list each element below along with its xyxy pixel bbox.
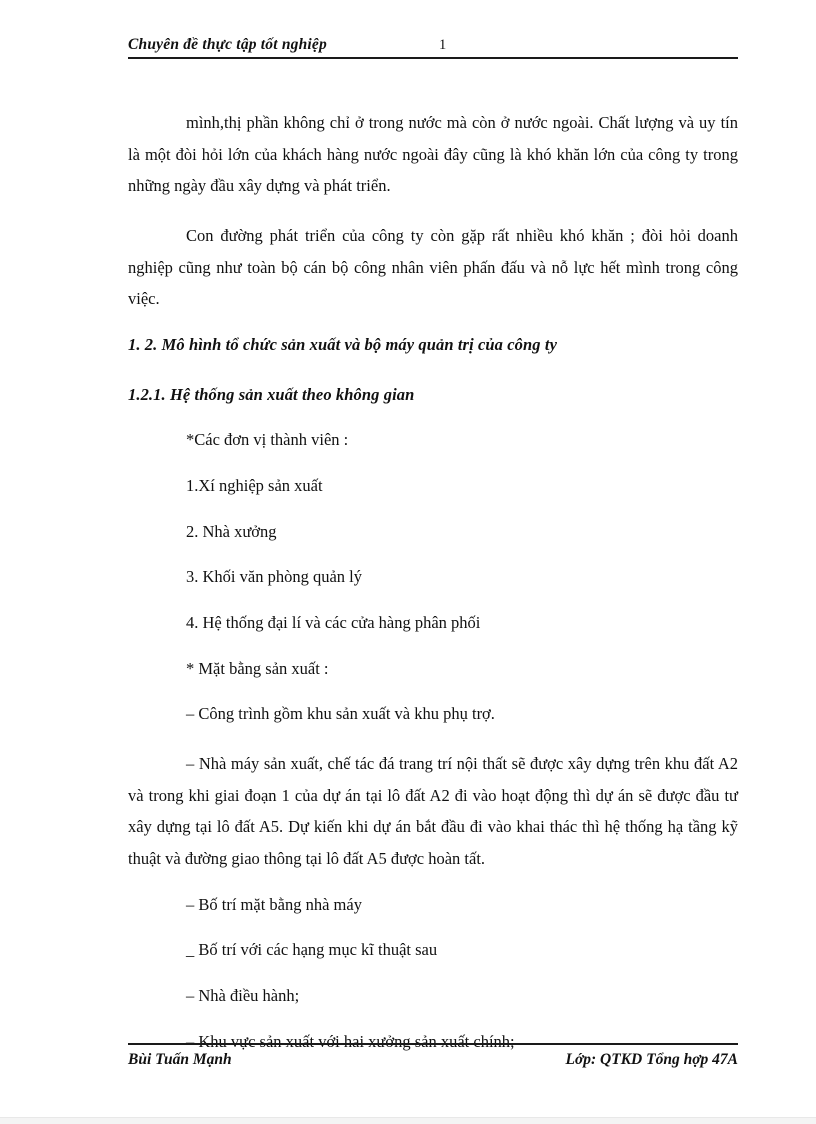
paragraph-2-block [128,220,738,315]
section-heading-2: 1.2.1. Hệ thống sản xuất theo không gian [128,384,415,404]
list-item-7: _ Bố trí với các hạng mục kĩ thuật sau [186,940,438,960]
footer-author: Bùi Tuấn Mạnh [128,1051,232,1068]
page-header [128,36,738,54]
header-divider [128,57,738,59]
paragraph-1: mình,thị phần không chỉ ở trong nước mà còn ở nước ngoài. Chất lượng và uy tín là một đòi hỏi lớn của khách hàng nước ngoài đây cũng là khó khăn lớn của công ty trong những ngày đầu xây dựng và phát triển. [128,113,738,196]
footer-class: Lớp: QTKD Tổng hợp 47A [565,1051,738,1068]
list-item-4: 4. Hệ thống đại lí và các cửa hàng phân phối [186,613,481,633]
list-item-6: – Bố trí mặt bằng nhà máy [186,894,362,914]
paragraph-3-block [128,748,738,875]
paragraph-3: – Nhà máy sản xuất, chế tác đá trang trí nội thất sẽ được xây dựng trên khu đất A2 và trong khi giai đoạn 1 của dự án tại lô đất A2 đi vào hoạt động thì dự án sẽ được đầu tư xây dựng tại lô đất A5. Dự kiến khi dự án bắt đầu đi vào khai thác thì hệ thống hạ tầng kỹ thuật và đường giao thông tại lô đất A5 được hoàn tất. [128,754,738,869]
page-content [128,36,738,1057]
list-item-9: – Khu vực sản xuất với hai xưởng sản xuất chính; [186,1031,515,1051]
list-item-members-title: *Các đơn vị thành viên : [186,430,349,450]
list-item-2: 2. Nhà xưởng [186,521,277,541]
section-heading-1: 1. 2. Mô hình tổ chức sản xuất và bộ máy quản trị của công ty [128,335,557,355]
paragraph-2: Con đường phát triển của công ty còn gặp rất nhiều khó khăn ; đòi hỏi doanh nghiệp cũng như toàn bộ cán bộ công nhân viên phấn đấu và nỗ lực hết mình trong công việc. [128,226,738,309]
list-item-layout-title: * Mặt bằng sản xuất : [186,658,329,678]
header-title: Chuyên đề thực tập tốt nghiệp [128,36,327,53]
page-footer [128,1040,738,1069]
document-body [128,107,738,1057]
list-item-5: – Công trình gồm khu sản xuất và khu phụ trợ. [186,704,495,724]
list-item-1: 1.Xí nghiệp sản xuất [186,476,323,496]
footer-divider [128,1043,738,1045]
list-item-3: 3. Khối văn phòng quản lý [186,567,362,587]
list-item-8: – Nhà điều hành; [186,986,300,1006]
header-page-number: 1 [438,37,447,53]
